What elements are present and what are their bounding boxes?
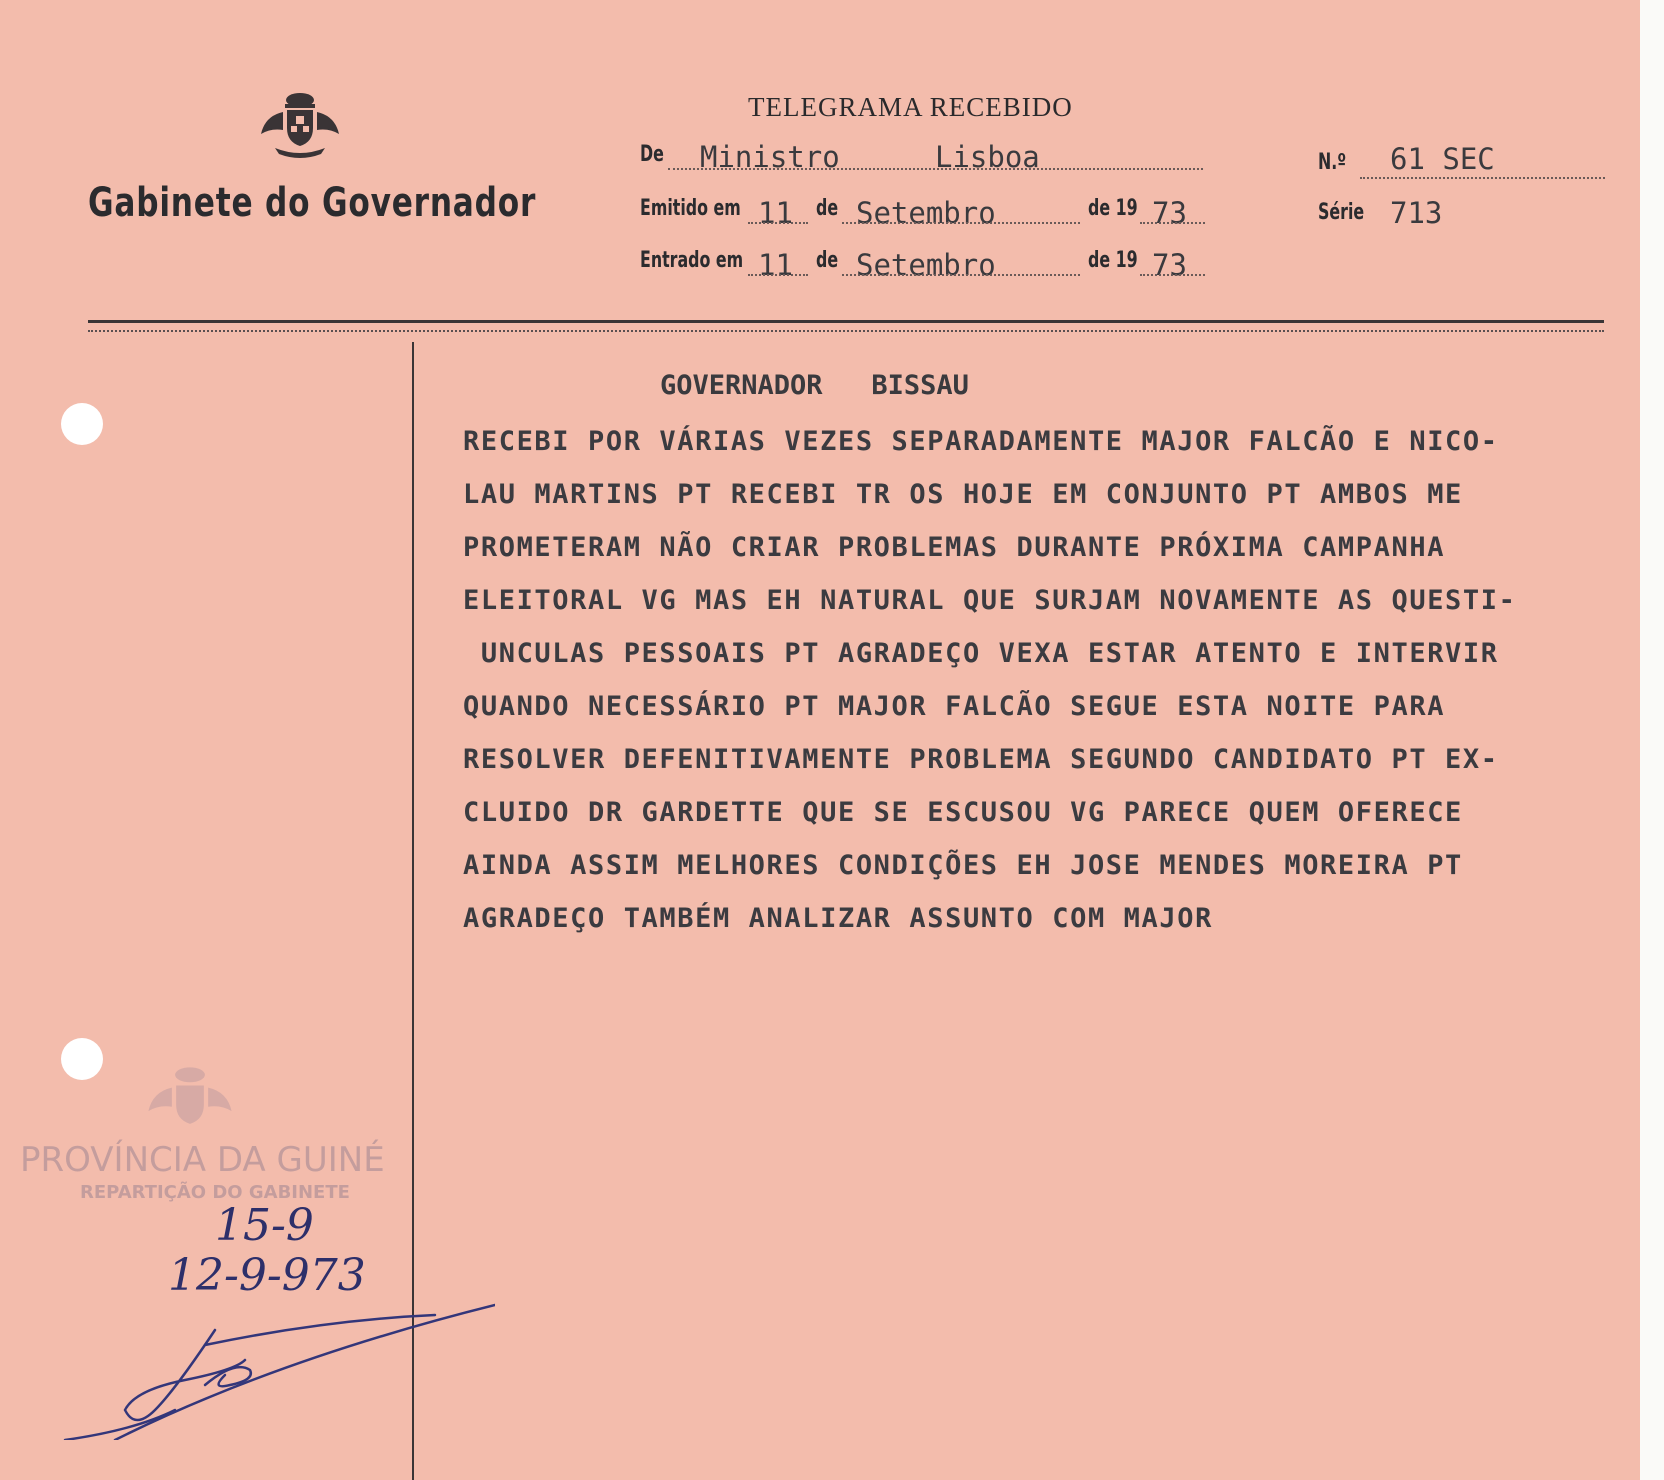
header-subrule bbox=[88, 330, 1604, 332]
stamp-emblem bbox=[140, 1062, 240, 1142]
issued-day-line bbox=[748, 222, 808, 224]
issued-label: Emitido em bbox=[640, 196, 741, 221]
received-de-label: de bbox=[816, 248, 839, 273]
issued-year: 73 bbox=[1152, 196, 1187, 230]
from-label: De bbox=[640, 142, 664, 167]
number-label: N.º bbox=[1318, 150, 1347, 175]
from-value-1: Ministro bbox=[700, 140, 840, 174]
received-year: 73 bbox=[1152, 248, 1187, 282]
message-line: AGRADEÇO TAMBÉM ANALIZAR ASSUNTO COM MAJOR bbox=[463, 903, 1213, 934]
received-label: Entrado em bbox=[640, 248, 744, 273]
received-month: Setembro bbox=[856, 248, 996, 282]
stamp-province: PROVÍNCIA DA GUINÉ bbox=[20, 1140, 385, 1180]
received-month-line bbox=[842, 274, 1080, 276]
issued-de-label: de bbox=[816, 196, 839, 221]
header-rule bbox=[88, 320, 1604, 323]
number-dotted-line bbox=[1360, 177, 1605, 179]
addressee: GOVERNADOR BISSAU bbox=[660, 370, 969, 401]
message-line: CLUIDO DR GARDETTE QUE SE ESCUSOU VG PARECE QUEM OFERECE bbox=[463, 797, 1463, 828]
received-year-line bbox=[1140, 274, 1205, 276]
handwritten-signature bbox=[55, 1290, 495, 1440]
received-year-prefix: de 19 bbox=[1088, 248, 1138, 273]
message-line: AINDA ASSIM MELHORES CONDIÇÕES EH JOSE MENDES MOREIRA PT bbox=[463, 850, 1463, 881]
handwritten-note-date-1: 15-9 bbox=[215, 1200, 314, 1251]
handwritten-note-date-2: 12-9-973 bbox=[168, 1250, 366, 1301]
number-value: 61 SEC bbox=[1390, 142, 1495, 176]
office-title: Gabinete do Governador bbox=[88, 180, 537, 226]
coat-of-arms-emblem bbox=[255, 88, 345, 163]
from-value-2: Lisboa bbox=[935, 140, 1040, 174]
issued-year-prefix: de 19 bbox=[1088, 196, 1138, 221]
stamp-department: REPARTIÇÃO DO GABINETE bbox=[80, 1182, 350, 1203]
message-line: UNCULAS PESSOAIS PT AGRADEÇO VEXA ESTAR ATENTO E INTERVIR bbox=[463, 638, 1499, 669]
message-line: RESOLVER DEFENITIVAMENTE PROBLEMA SEGUNDO CANDIDATO PT EX- bbox=[463, 744, 1499, 775]
message-line: RECEBI POR VÁRIAS VEZES SEPARADAMENTE MAJOR FALCÃO E NICO- bbox=[463, 426, 1499, 457]
series-label: Série bbox=[1318, 200, 1365, 225]
punch-hole-bottom bbox=[61, 1038, 103, 1080]
issued-month-line bbox=[842, 222, 1080, 224]
series-value: 713 bbox=[1390, 196, 1443, 230]
issued-day: 11 bbox=[758, 196, 793, 230]
from-dotted-line bbox=[668, 168, 1203, 170]
message-line: LAU MARTINS PT RECEBI TR OS HOJE EM CONJUNTO PT AMBOS ME bbox=[463, 479, 1463, 510]
page-edge bbox=[1640, 0, 1664, 1480]
received-day-line bbox=[748, 274, 808, 276]
message-line: PROMETERAM NÃO CRIAR PROBLEMAS DURANTE PRÓXIMA CAMPANHA bbox=[463, 532, 1446, 563]
form-title: TELEGRAMA RECEBIDO bbox=[748, 92, 1073, 122]
message-line: QUANDO NECESSÁRIO PT MAJOR FALCÃO SEGUE ESTA NOITE PARA bbox=[463, 691, 1446, 722]
message-line: ELEITORAL VG MAS EH NATURAL QUE SURJAM NOVAMENTE AS QUESTI- bbox=[463, 585, 1517, 616]
punch-hole-top bbox=[61, 403, 103, 445]
issued-month: Setembro bbox=[856, 196, 996, 230]
issued-year-line bbox=[1140, 222, 1205, 224]
received-day: 11 bbox=[758, 248, 793, 282]
